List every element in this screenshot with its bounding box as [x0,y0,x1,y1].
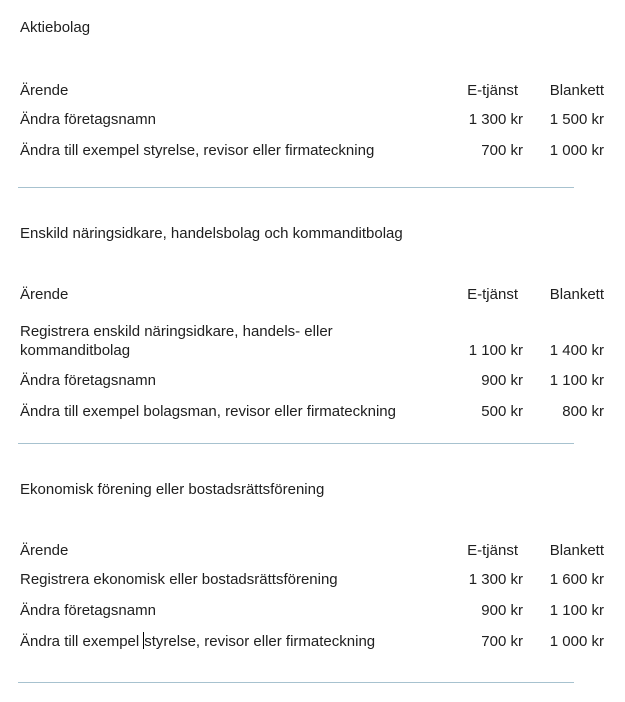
column-header-arende: Ärende [20,542,69,559]
section-enskild-naringsidkare [20,224,605,433]
table-cell-blankett: 1 400 kr [549,342,604,359]
table-cell-blankett: 800 kr [562,403,604,420]
column-header-blankett: Blankett [549,542,604,559]
column-header-etjanst: E-tjänst [467,286,518,303]
table-cell-blankett: 1 100 kr [549,372,604,389]
table-cell-etjanst: 1 100 kr [468,342,523,359]
table-row [20,402,604,433]
table-cell-arende: Ändra företagsnamn [20,111,156,128]
fee-table [20,81,604,172]
table-cell-etjanst: 900 kr [481,372,523,389]
table-cell-blankett: 1 000 kr [549,633,604,650]
table-cell-etjanst: 900 kr [481,602,523,619]
table-cell-arende: Registrera ekonomisk eller bostadsrättsförening [20,571,338,588]
column-header-arende: Ärende [20,82,69,99]
table-cell-etjanst: 700 kr [481,142,523,159]
label-text-before-cursor: Ändra till exempel [20,633,140,650]
fee-table [20,541,604,663]
column-header-arende: Ärende [20,286,69,303]
section-aktiebolag [20,18,605,172]
table-cell-etjanst: 500 kr [481,403,523,420]
table-cell-etjanst: 1 300 kr [468,571,523,588]
table-cell-arende: Ändra till exempel styrelse, revisor eller firmateckning [20,142,375,159]
table-header-row [20,81,604,110]
table-cell-arende[interactable] [20,632,423,663]
table-cell-etjanst: 1 300 kr [468,111,523,128]
label-text-after-cursor: styrelse, revisor eller firmateckning [144,633,376,650]
table-cell-blankett: 1 500 kr [549,111,604,128]
table-cell-blankett: 1 600 kr [549,571,604,588]
table-row [20,110,604,141]
table-row [20,570,604,601]
table-row [20,632,604,663]
table-header-row [20,285,604,314]
section-title: Enskild näringsidkare, handelsbolag och kommanditbolag [20,225,403,242]
column-header-blankett: Blankett [549,286,604,303]
section-divider [18,443,574,444]
table-row [20,601,604,632]
table-row [20,141,604,172]
table-cell-etjanst: 700 kr [481,633,523,650]
section-divider [18,682,574,683]
table-row [20,314,604,371]
table-cell-blankett: 1 000 kr [549,142,604,159]
table-cell-arende: Ändra företagsnamn [20,372,156,389]
fee-table [20,285,604,433]
table-header-row [20,541,604,570]
table-row [20,371,604,402]
section-ekonomisk-forening [20,480,605,663]
table-cell-arende: Ändra till exempel bolagsman, revisor eller firmateckning [20,403,396,420]
column-header-etjanst: E-tjänst [467,542,518,559]
table-cell-arende: Ändra företagsnamn [20,602,156,619]
table-cell-arende: Registrera enskild näringsidkare, handels- eller kommanditbolag [20,323,333,359]
column-header-blankett: Blankett [549,82,604,99]
column-header-etjanst: E-tjänst [467,82,518,99]
table-cell-blankett: 1 100 kr [549,602,604,619]
section-title: Aktiebolag [20,19,91,36]
section-title: Ekonomisk förening eller bostadsrättsförening [20,481,325,498]
section-divider [18,187,574,188]
